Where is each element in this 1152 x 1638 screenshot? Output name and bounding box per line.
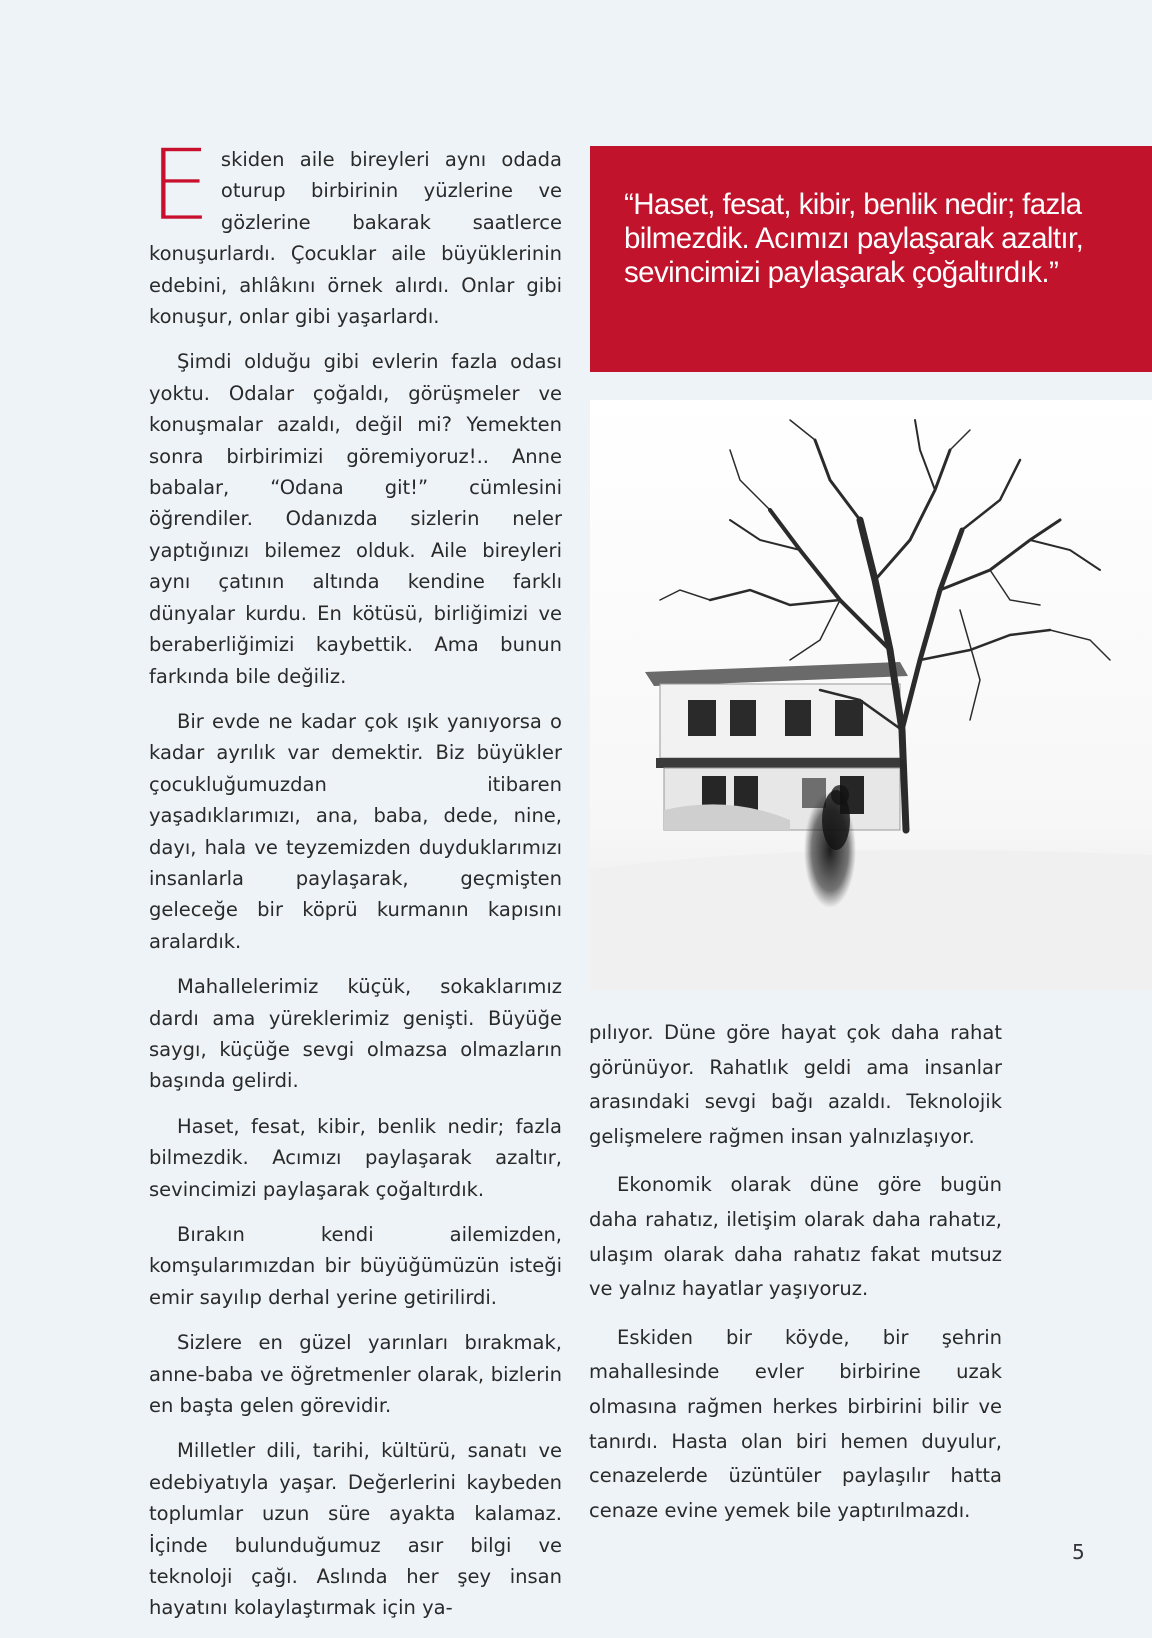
page-number: 5 bbox=[1072, 1540, 1085, 1564]
paragraph-2: Şimdi olduğu gibi evlerin fazla odası yoktu. Odalar çoğaldı, görüşmeler ve konuşmalar azaldı, değil mi? Yemekten sonra birbirimizi göremiyoruz!.. Anne babalar, “Odana git!” cümlesini öğrendiler. Odanızda sizlerin neler yaptığınızı bilemez olduk. Aile bireyleri aynı çatının altında kendine farklı dünyalar kurdu. En kötüsü, birliğimizi ve beraberliğimizi kaybettik. Ama bunun farkında bile değiliz. bbox=[149, 350, 562, 688]
left-column bbox=[149, 129, 562, 1638]
paragraph-8: Milletler dili, tarihi, kültürü, sanatı ve edebiyatıyla yaşar. Değerlerini kaybeden toplumlar uzun süre ayakta kalamaz. İçinde bulunduğumuz asır bilgi ve teknoloji çağı. Aslında her şey insan hayatını kolaylaştırmak için ya- bbox=[149, 1439, 562, 1620]
paragraph-1 bbox=[149, 129, 562, 332]
pull-quote-text: “Haset, fesat, kibir, benlik nedir; fazla bilmezdik. Acımızı paylaşarak azaltır, sevincimizi paylaşarak çoğaltırdık.” bbox=[624, 188, 1084, 289]
paragraph-4: Mahallelerimiz küçük, sokaklarımız dardı ama yüreklerimiz genişti. Büyüğe saygı, küçüğe sevgi olmazsa olmazların başında gelirdi. bbox=[149, 975, 562, 1093]
house-shape bbox=[645, 662, 908, 830]
paragraph-11: Eskiden bir köyde, bir şehrin mahallesinde evler birbirine uzak olmasına rağmen herkes birbirini bilir ve tanırdı. Hasta olan biri hemen duyulur, cenazelerde üzüntüler paylaşılır hatta cenaze evine yemek bile yaptırılmazdı. bbox=[589, 1325, 1002, 1522]
paragraph-3: Bir evde ne kadar çok ışık yanıyorsa o kadar ayrılık var demektir. Biz büyükler çocukluğumuzdan itibaren yaşadıklarımızı, ana, baba, dede, nine, dayı, hala ve teyzemizden duyduklarımızı insanlarla paylaşarak, geçmişten geleceğe bir köprü kurmanın kapısını aralardık. bbox=[149, 709, 562, 953]
pull-quote-box bbox=[590, 146, 1152, 372]
paragraph-9: pılıyor. Düne göre hayat çok daha rahat görünüyor. Rahatlık geldi ama insanlar arasındaki sevgi bağı azaldı. Teknolojik gelişmelere rağmen insan yalnızlaşıyor. bbox=[589, 1021, 1002, 1148]
winter-house-illustration bbox=[590, 400, 1152, 990]
paragraph-10: Ekonomik olarak düne göre bugün daha rahatız, iletişim olarak daha rahatız, ulaşım olarak daha rahatız fakat mutsuz ve yalnız hayatlar yaşıyoruz. bbox=[589, 1173, 1002, 1301]
drop-cap: E bbox=[149, 129, 211, 243]
paragraph-5: Haset, fesat, kibir, benlik nedir; fazla bilmezdik. Acımızı paylaşarak azaltır, sevincimizi paylaşarak çoğaltırdık. bbox=[149, 1114, 562, 1201]
paragraph-7: Sizlere en güzel yarınları bırakmak, anne-baba ve öğretmenler olarak, bizlerin en başta gelen görevidir. bbox=[149, 1331, 562, 1418]
paragraph-6: Bırakın kendi ailemizden, komşularımızdan bir büyüğümüzün isteği emir sayılıp derhal yerine getirilirdi. bbox=[149, 1223, 562, 1309]
right-column bbox=[589, 1016, 1002, 1542]
paragraph-1-text: skiden aile bireyleri aynı odada oturup birbirinin yüzlerine ve gözlerine bakarak saatlerce konuşurlardı. Çocuklar aile büyüklerinin edebini, ahlâkını örnek alırdı. Onlar gibi konuşur, onlar gibi yaşarlardı. bbox=[149, 148, 562, 329]
winter-house-photo bbox=[590, 400, 1152, 990]
